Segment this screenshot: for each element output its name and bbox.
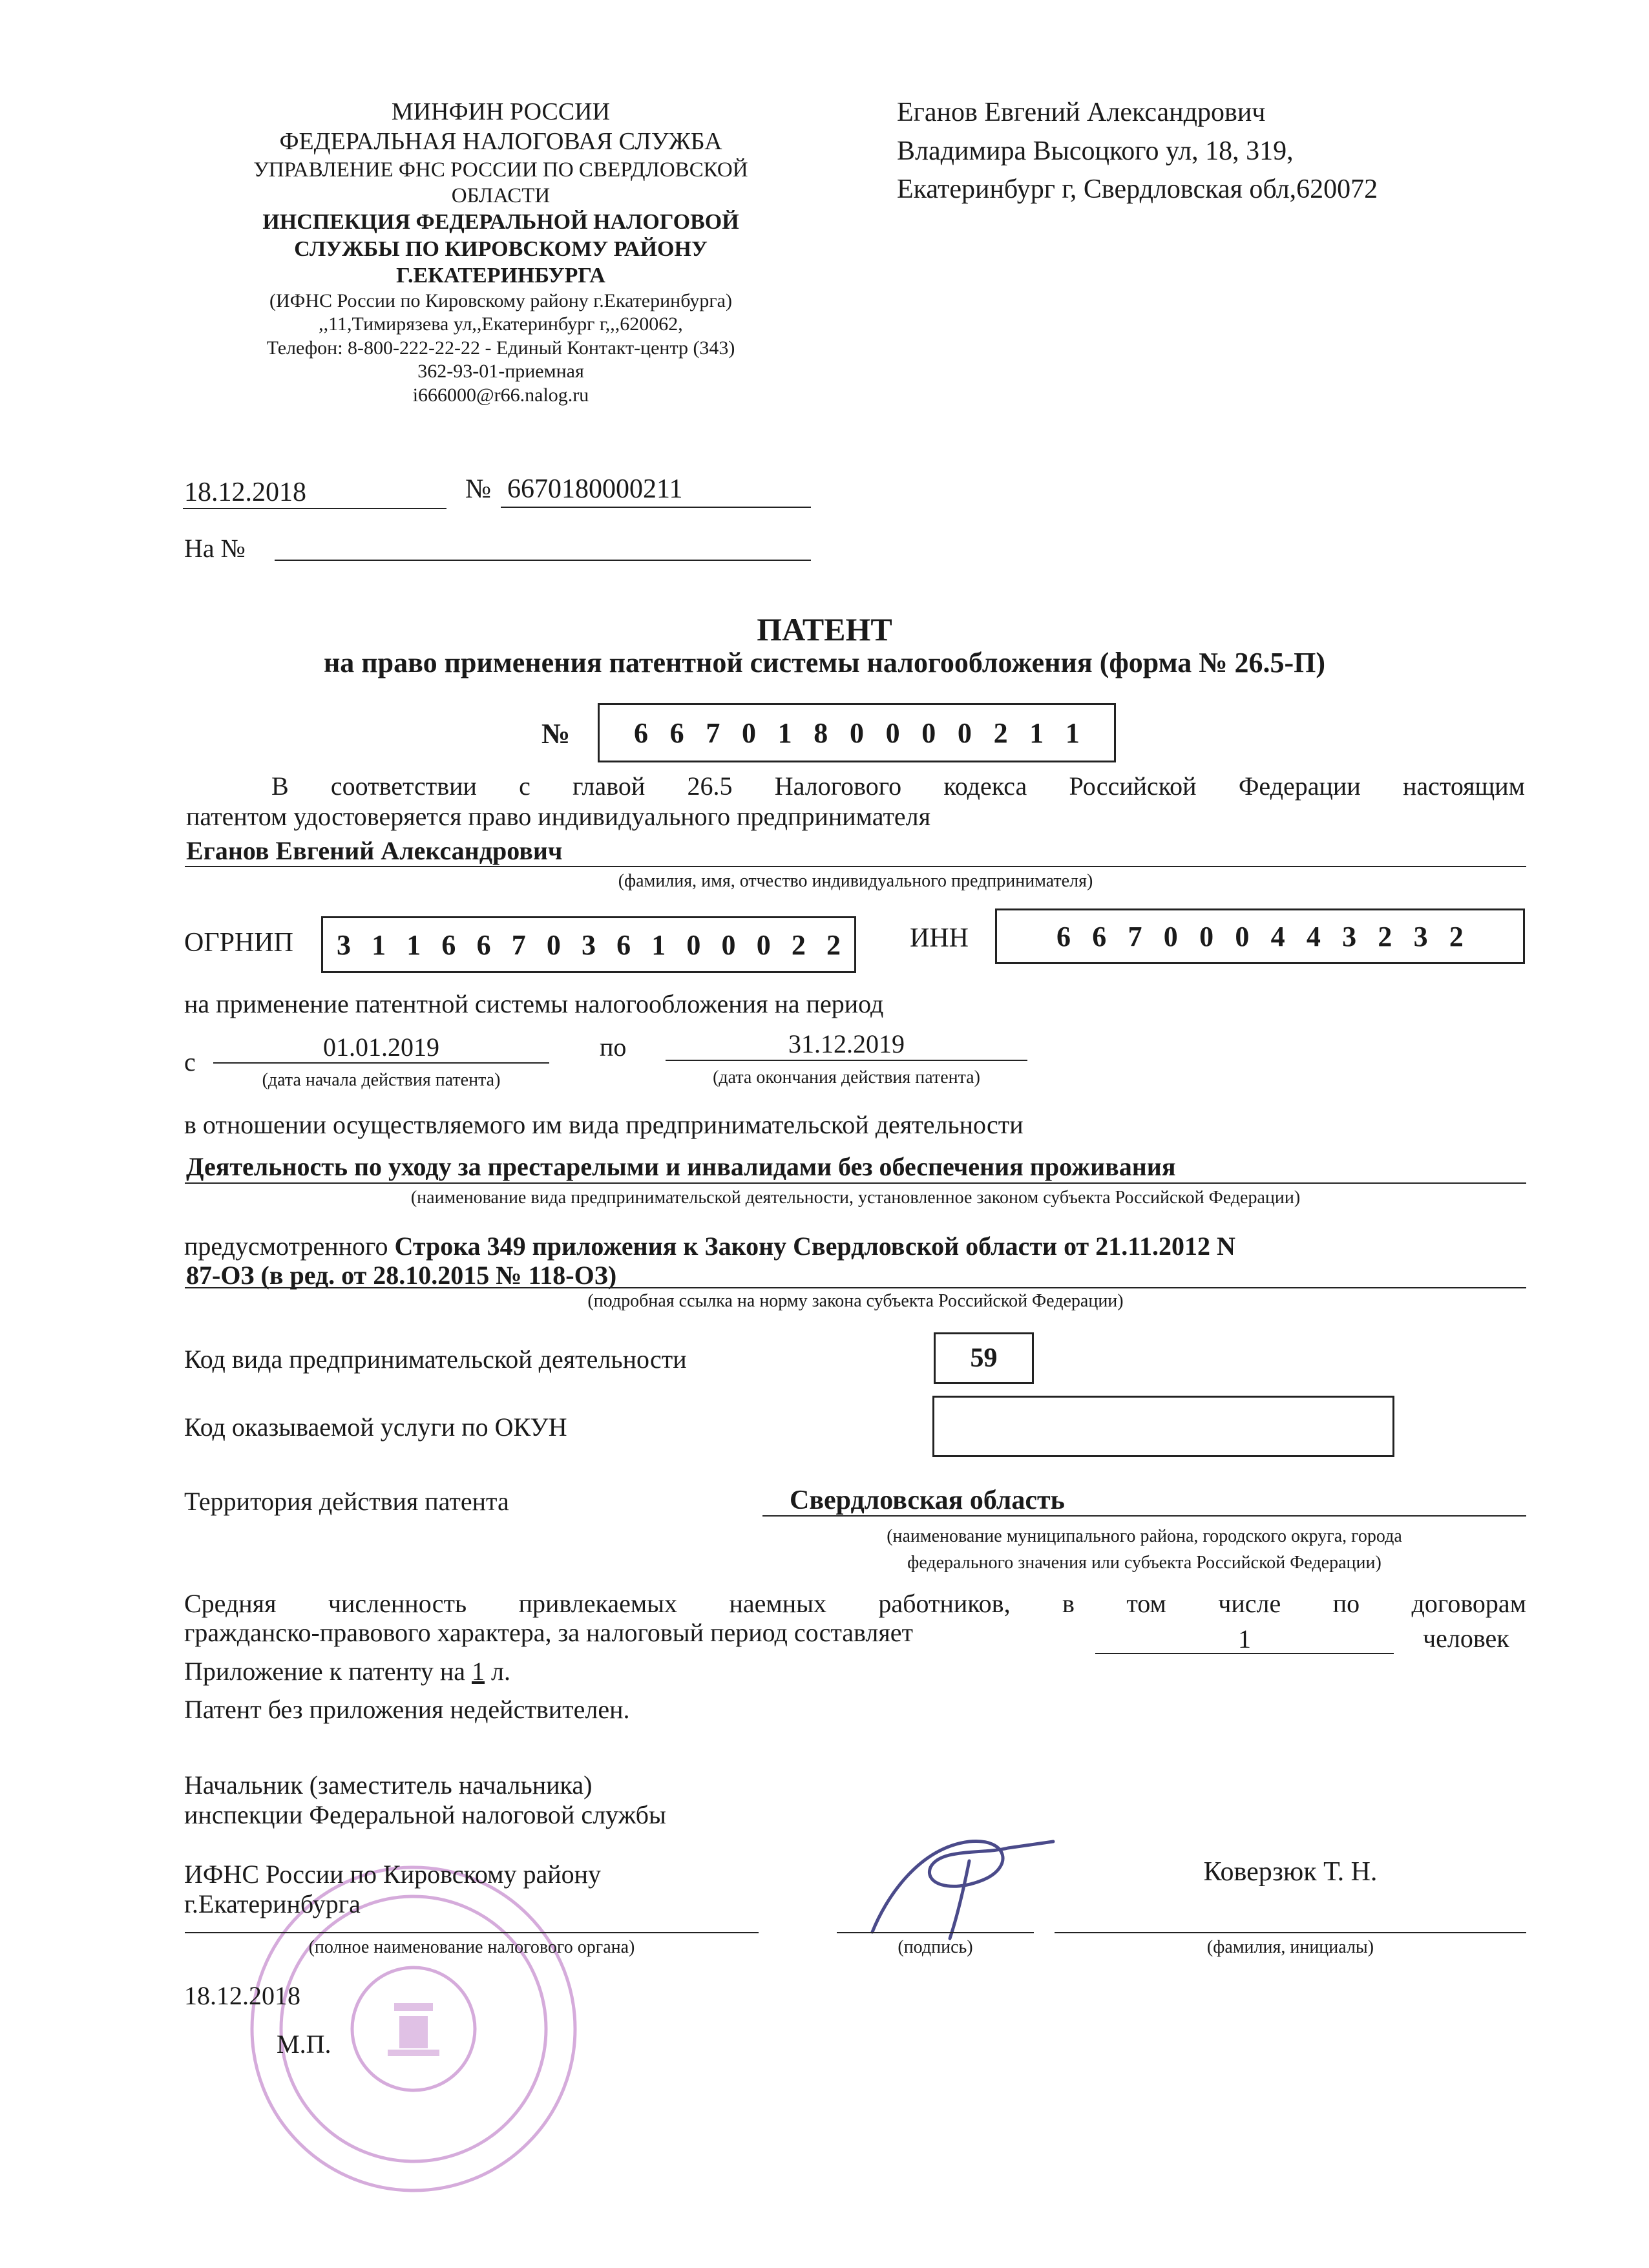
appendix-row xyxy=(184,1656,510,1686)
inn-digit: 0 xyxy=(1199,920,1214,952)
activity-intro: в отношении осуществляемого им вида предпринимательской деятельности xyxy=(184,1110,1024,1139)
patent-number-digit: 0 xyxy=(921,717,936,749)
ogrnip-digit: 1 xyxy=(651,929,666,961)
doc-number: 6670180000211 xyxy=(507,474,683,504)
okun-label: Код оказываемой услуги по ОКУН xyxy=(184,1412,567,1442)
ogrnip-digit: 6 xyxy=(616,929,631,961)
ogrnip-digit: 2 xyxy=(826,929,841,961)
ogrnip-digit: 0 xyxy=(756,929,771,961)
doc-date-line xyxy=(183,508,446,509)
patent-number-digit: 0 xyxy=(741,717,756,749)
ogrnip-digit: 0 xyxy=(546,929,561,961)
inn-digit: 4 xyxy=(1306,920,1321,952)
territory-caption xyxy=(762,1524,1526,1576)
signer-role-line2: инспекции Федеральной налоговой службы xyxy=(184,1800,666,1829)
doc-number-label: № xyxy=(465,474,492,504)
inn-digit: 2 xyxy=(1378,920,1392,952)
patent-number-digit: 6 xyxy=(669,717,684,749)
issuer-short-name: (ИФНС России по Кировскому району г.Екатеринбурга) xyxy=(269,289,732,311)
ogrnip-digit: 6 xyxy=(476,929,491,961)
territory-caption-line2: федерального значения или субъекта Российской Федерации) xyxy=(907,1552,1381,1573)
issuer-email: i666000@r66.nalog.ru xyxy=(412,384,589,406)
ogrnip-digit: 2 xyxy=(791,929,806,961)
doc-date: 18.12.2018 xyxy=(184,478,306,507)
ogrnip-digit: 6 xyxy=(441,929,456,961)
ogrnip-digit: 0 xyxy=(721,929,736,961)
activity-name-line xyxy=(185,1182,1526,1184)
authority-caption: (полное наименование налогового органа) xyxy=(308,1937,635,1957)
law-line2: 87-ОЗ (в ред. от 28.10.2015 № 118-ОЗ) xyxy=(186,1261,617,1290)
okun-box xyxy=(932,1396,1394,1457)
law-line1-row xyxy=(184,1231,1235,1261)
recipient-name: Еганов Евгений Александрович xyxy=(897,98,1266,127)
issuer-inspection-line2: СЛУЖБЫ ПО КИРОВСКОМУ РАЙОНУ xyxy=(294,236,708,261)
signer-line xyxy=(1055,1932,1526,1933)
appendix-note: Патент без приложения недействителен. xyxy=(184,1695,630,1724)
signer-caption: (фамилия, инициалы) xyxy=(1206,1937,1374,1957)
patent-number-box xyxy=(598,703,1116,762)
entrepreneur-name-caption: (фамилия, имя, отчество индивидуального предпринимателя) xyxy=(618,871,1093,891)
workers-unit: человек xyxy=(1423,1624,1509,1653)
ogrnip-label: ОГРНИП xyxy=(184,928,293,958)
signer-name: Коверзюк Т. Н. xyxy=(1203,1857,1378,1887)
entrepreneur-name-line xyxy=(185,866,1526,867)
period-from-caption: (дата начала действия патента) xyxy=(262,1070,501,1090)
patent-number-digit: 1 xyxy=(777,717,792,749)
patent-number-digit: 0 xyxy=(957,717,972,749)
patent-number-digit: 7 xyxy=(706,717,720,749)
law-line xyxy=(185,1287,1526,1288)
inn-digit: 6 xyxy=(1056,920,1071,952)
territory-label: Территория действия патента xyxy=(184,1487,509,1516)
doc-number-line xyxy=(501,507,811,508)
period-intro: на применение патентной системы налогообложения на период xyxy=(184,989,884,1018)
signer-role-line1: Начальник (заместитель начальника) xyxy=(184,1770,593,1800)
activity-name: Деятельность по уходу за престарелыми и инвалидами без обеспечения проживания xyxy=(186,1152,1176,1181)
issuer-inspection-line1: ИНСПЕКЦИЯ ФЕДЕРАЛЬНОЙ НАЛОГОВОЙ xyxy=(262,210,739,235)
patent-number-digit: 2 xyxy=(993,717,1008,749)
inn-box xyxy=(995,908,1525,964)
ogrnip-digit: 1 xyxy=(372,929,386,961)
patent-number-digit: 0 xyxy=(885,717,900,749)
ogrnip-digit: 3 xyxy=(337,929,351,961)
workers-value: 1 xyxy=(1238,1624,1251,1654)
activity-code-box xyxy=(934,1332,1034,1384)
activity-code-label: Код вида предпринимательской деятельности xyxy=(184,1345,687,1374)
patent-title: ПАТЕНТ xyxy=(757,611,892,647)
ogrnip-box xyxy=(321,916,856,973)
patent-number-digit: 8 xyxy=(814,717,828,749)
period-to-caption: (дата окончания действия патента) xyxy=(713,1067,980,1087)
intro-line2: патентом удостоверяется право индивидуального предпринимателя xyxy=(186,802,931,831)
patent-subtitle: на право применения патентной системы налогообложения (форма № 26.5-П) xyxy=(323,647,1326,678)
authority-line1: ИФНС России по Кировскому району xyxy=(184,1860,602,1889)
inn-digit: 2 xyxy=(1449,920,1464,952)
na-label: На № xyxy=(184,534,246,563)
issuer-address: ,,11,Тимирязева ул,,Екатеринбург г,,,620062, xyxy=(319,313,683,335)
signer-role xyxy=(184,1770,666,1830)
inn-digit: 3 xyxy=(1342,920,1357,952)
sign-line xyxy=(837,1932,1034,1933)
period-to-label: по xyxy=(600,1033,627,1062)
ogrnip-digit: 3 xyxy=(581,929,596,961)
appendix-suffix: л. xyxy=(491,1657,510,1686)
signature-icon xyxy=(859,1822,1073,1945)
inn-digit: 0 xyxy=(1163,920,1178,952)
authority-name xyxy=(184,1860,601,1919)
patent-number-digits xyxy=(634,717,1080,750)
issuer-service: ФЕДЕРАЛЬНАЯ НАЛОГОВАЯ СЛУЖБА xyxy=(279,128,722,156)
ogrnip-digit: 0 xyxy=(686,929,701,961)
territory-caption-line1: (наименование муниципального района, городского округа, города xyxy=(887,1526,1402,1546)
issuer-department-line2: ОБЛАСТИ xyxy=(451,184,551,207)
ogrnip-digit: 1 xyxy=(406,929,421,961)
workers-line1: Средняя численность привлекаемых наемных работников, в том числе по договорам xyxy=(184,1589,1526,1618)
ogrnip-digit: 7 xyxy=(511,929,526,961)
signature-date: 18.12.2018 xyxy=(184,1981,300,2010)
recipient-address-line2: Екатеринбург г, Свердловская обл,620072 xyxy=(897,174,1378,205)
law-prefix: предусмотренного xyxy=(184,1232,388,1261)
na-line xyxy=(275,560,811,561)
patent-number-digit: 0 xyxy=(849,717,864,749)
inn-digits xyxy=(1056,920,1464,953)
patent-number-digit: 6 xyxy=(634,717,648,749)
patent-number-digit: 1 xyxy=(1065,717,1080,749)
period-to-value: 31.12.2019 xyxy=(788,1029,905,1058)
issuer-ministry: МИНФИН РОССИИ xyxy=(391,98,611,125)
inn-digit: 4 xyxy=(1270,920,1285,952)
entrepreneur-name: Еганов Евгений Александрович xyxy=(186,836,563,865)
authority-line xyxy=(185,1932,759,1933)
territory-value: Свердловская область xyxy=(790,1486,1065,1515)
issuer-block xyxy=(162,97,840,408)
period-from-line xyxy=(213,1062,549,1064)
issuer-phone-line2: 362-93-01-приемная xyxy=(417,361,584,383)
patent-number-label: № xyxy=(541,718,571,750)
inn-digit: 7 xyxy=(1128,920,1142,952)
inn-digit: 6 xyxy=(1092,920,1107,952)
intro-line1: В соответствии с главой 26.5 Налогового кодекса Российской Федерации настоящим xyxy=(271,772,1525,801)
territory-line xyxy=(762,1515,1526,1517)
patent-number-digit: 1 xyxy=(1029,717,1044,749)
law-caption: (подробная ссылка на норму закона субъекта Российской Федерации) xyxy=(587,1291,1124,1311)
period-from-label: с xyxy=(184,1047,196,1076)
workers-line2: гражданско-правового характера, за налоговый период составляет xyxy=(184,1618,914,1647)
sign-caption: (подпись) xyxy=(898,1937,973,1957)
inn-digit: 0 xyxy=(1235,920,1250,952)
recipient-address-line1: Владимира Высоцкого ул, 18, 319, xyxy=(897,136,1294,166)
activity-code-value: 59 xyxy=(970,1343,998,1373)
period-from-value: 01.01.2019 xyxy=(323,1033,439,1062)
authority-line2: г.Екатеринбурга xyxy=(184,1889,361,1918)
issuer-phone-line1: Телефон: 8-800-222-22-22 - Единый Контакт-центр (343) xyxy=(266,337,735,359)
issuer-inspection-line3: Г.ЕКАТЕРИНБУРГА xyxy=(396,264,605,288)
inn-label: ИНН xyxy=(910,923,969,953)
ogrnip-digits xyxy=(337,929,841,961)
appendix-count: 1 xyxy=(472,1657,485,1686)
appendix-prefix: Приложение к патенту на xyxy=(184,1657,465,1686)
inn-digit: 3 xyxy=(1413,920,1428,952)
issuer-department-line1: УПРАВЛЕНИЕ ФНС РОССИИ ПО СВЕРДЛОВСКОЙ xyxy=(253,158,748,182)
recipient-block xyxy=(897,94,1378,209)
workers-value-line xyxy=(1095,1653,1394,1654)
period-to-line xyxy=(666,1060,1027,1061)
law-line1: Строка 349 приложения к Закону Свердловской области от 21.11.2012 N xyxy=(394,1232,1235,1261)
activity-caption: (наименование вида предпринимательской деятельности, установленное законом субъекта Российской Федерации) xyxy=(410,1188,1301,1208)
seal-label: М.П. xyxy=(277,2030,331,2059)
